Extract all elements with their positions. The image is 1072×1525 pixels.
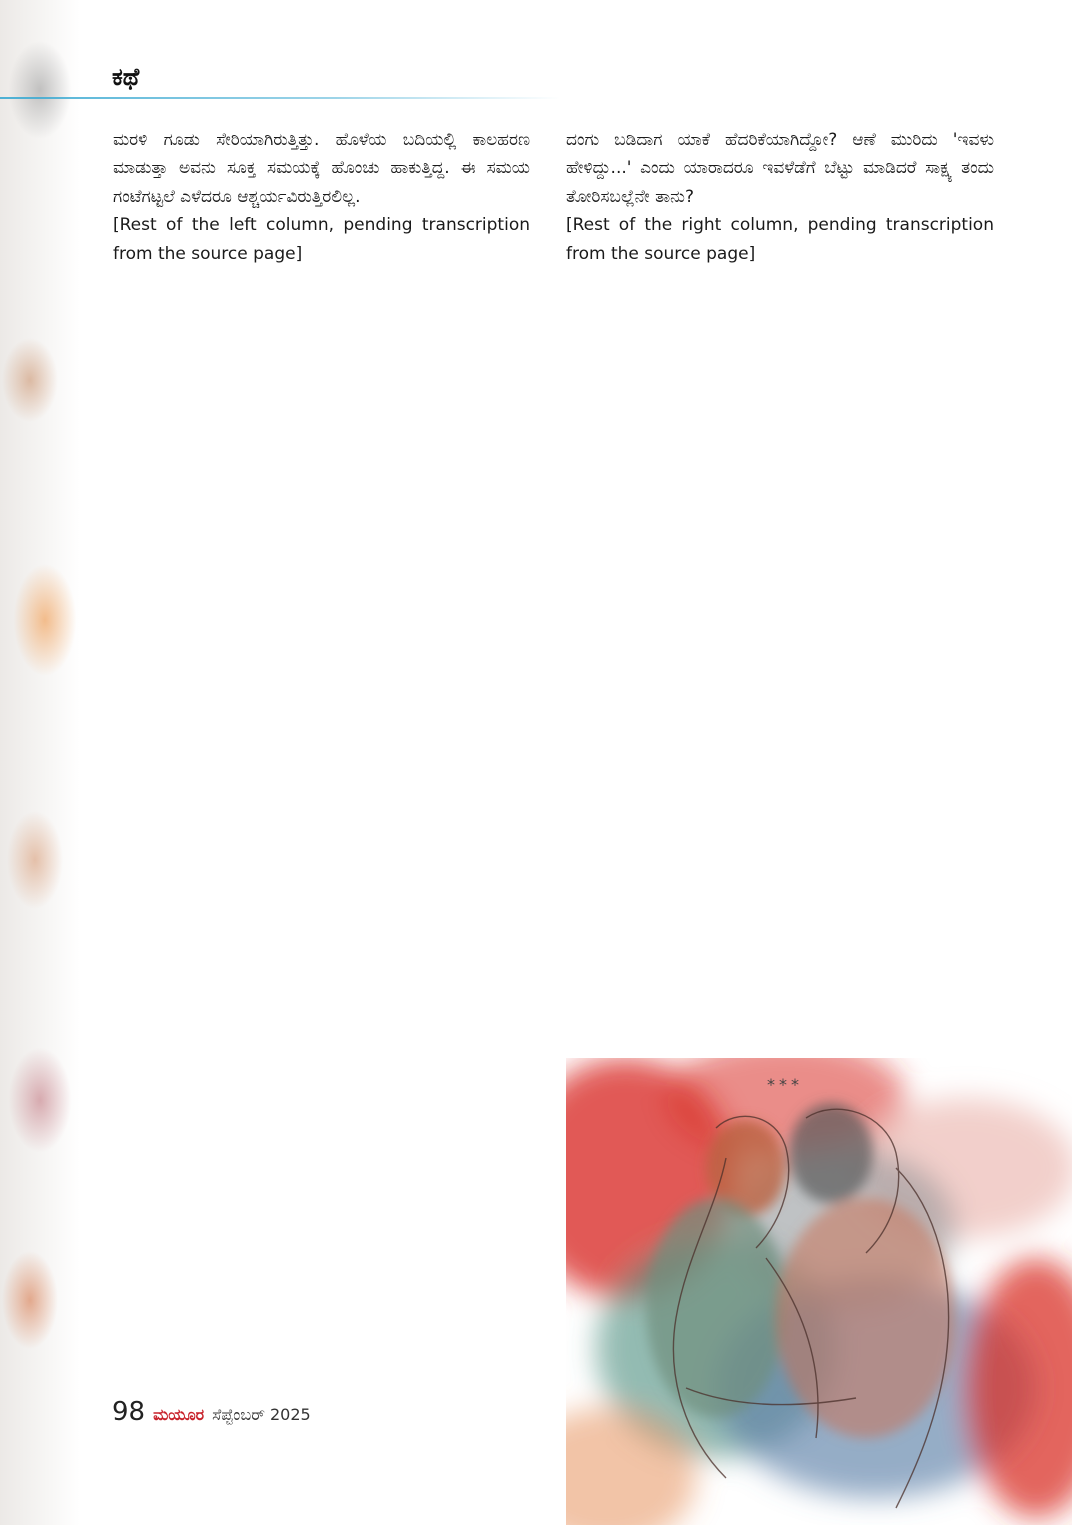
page-number: 98 [112, 1397, 146, 1427]
story-illustration [566, 1058, 1072, 1525]
figure-left-body [646, 1198, 786, 1418]
figure-right-body [776, 1198, 956, 1438]
story-column-left [113, 126, 530, 1394]
section-title: ಕಥೆ [112, 63, 140, 91]
story-end-mark: *** [767, 1075, 803, 1094]
story-paragraph: ಮರಳಿ ಗೂಡು ಸೇರಿಯಾಗಿರುತ್ತಿತ್ತು. ಹೊಳೆಯ ಬದಿಯಲ್ಲಿ ಕಾಲಹರಣ ಮಾಡುತ್ತಾ ಅವನು ಸೂಕ್ತ ಸಮಯಕ್ಕೆ ಹೊಂಚು ಹಾಕುತ್ತಿದ್ದ. ಈ ಸಮಯ ಗಂಟೆಗಟ್ಟಲೆ ಎಳೆದರೂ ಆಶ್ಚರ್ಯವಿರುತ್ತಿರಲಿಲ್ಲ. [113, 130, 530, 207]
story-paragraph: [Rest of the right column, pending transcription from the source page] [566, 215, 994, 264]
issue-date: ಸೆಪ್ಟೆಂಬರ್ 2025 [212, 1405, 311, 1424]
header-rule [0, 97, 560, 99]
story-column-right [566, 126, 994, 1070]
figure-right-head [789, 1103, 873, 1203]
story-paragraph: ದಂಗು ಬಡಿದಾಗ ಯಾಕೆ ಹೆದರಿಕೆಯಾಗಿದ್ದೋ? ಆಣೆ ಮುರಿದು 'ಇವಳು ಹೇಳಿದ್ದು...' ಎಂದು ಯಾರಾದರೂ ಇವಳೆಡೆಗೆ ಬೆಟ್ಟು ಮಾಡಿದರೆ ಸಾಕ್ಷ್ಯ ತಂದು ತೋರಿಸಬಲ್ಲೆನೇ ತಾನು? [566, 130, 994, 207]
story-paragraph: [Rest of the left column, pending transcription from the source page] [113, 215, 530, 264]
left-margin-decoration [0, 0, 80, 1525]
page-footer [112, 1397, 311, 1431]
magazine-name: ಮಯೂರ [153, 1405, 205, 1424]
